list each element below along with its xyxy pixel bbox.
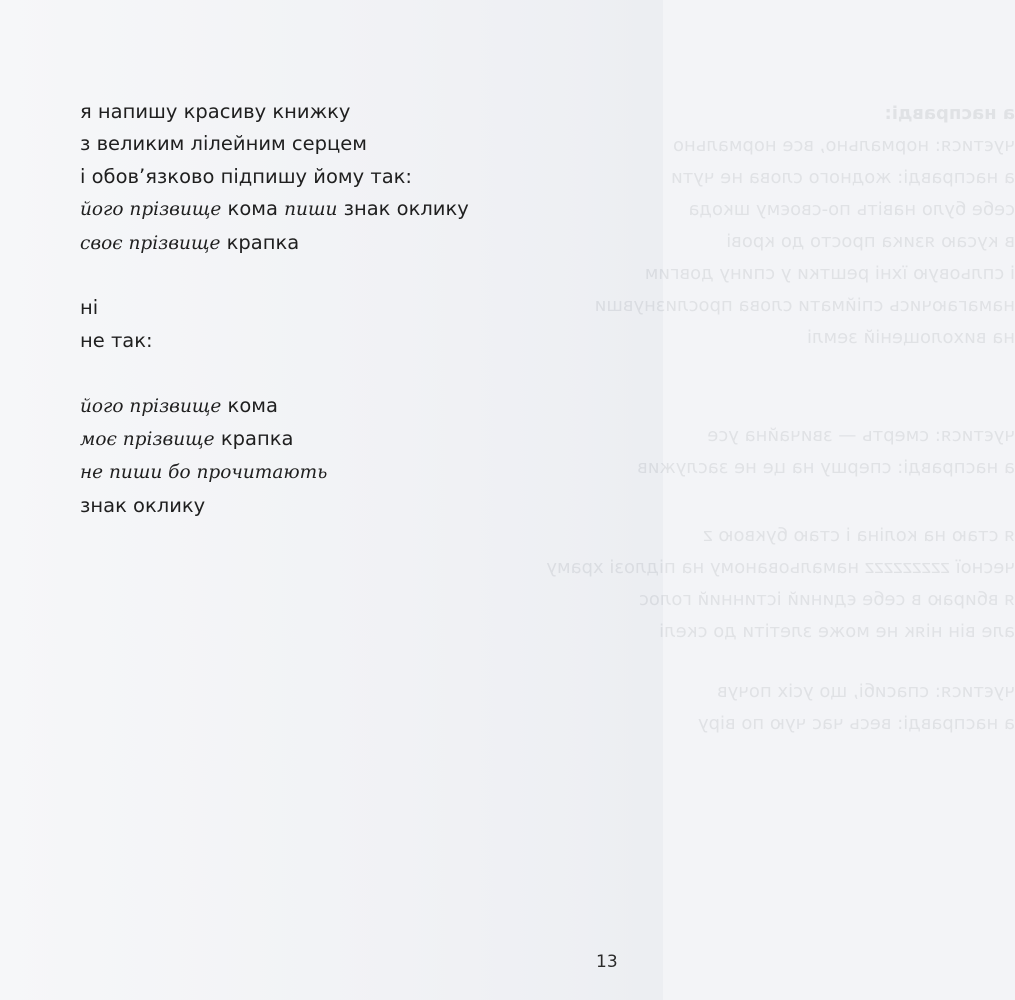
regular-text: крапка	[214, 427, 294, 451]
italic-text: не пиши бо прочитають	[80, 462, 328, 484]
poem-line	[80, 193, 469, 226]
poem-line: не так:	[80, 328, 153, 352]
stanza-break	[80, 260, 469, 292]
poem-line: ні	[80, 296, 99, 320]
stanza-break	[80, 357, 469, 389]
poem-line	[80, 390, 469, 423]
regular-text: кома	[221, 393, 278, 417]
poem-line: і обов’язково підпишу йому так:	[80, 164, 412, 188]
page-number: 13	[596, 952, 618, 972]
italic-text: пиши	[284, 199, 338, 221]
regular-text: знак оклику	[337, 197, 469, 221]
show-through-text: а насправді: чуєтися: нормально, все нормально а насправді: жодного слова не чути себе було навіть по-своєму шкода в кусаю язика просто до крові і спльовую їхні рештки у спину довгим намагаючись спіймати слова прослизнувши на вихолощеній землі чуєтися: смерть — звичайна усе а насправді: спершу на це не заслужив я стаю на коліна і стаю буквою z чесної zzzzzzzzz намальованому на підлозі храму я вбираю в себе єдиний істинний голос але він ніяк не може злетіти до скелі чуєтися: спасибі, що усіх почув а насправді: весь час чую по віру	[546, 103, 1015, 734]
poem-line	[80, 423, 469, 456]
italic-text: його прізвище	[80, 199, 222, 221]
regular-text: крапка	[220, 230, 300, 254]
italic-text: його прізвище	[80, 395, 222, 417]
poem-line: з великим лілейним серцем	[80, 132, 367, 156]
poem	[80, 96, 469, 522]
italic-text: своє прізвище	[80, 232, 221, 254]
poem-line	[80, 456, 469, 489]
poem-line: я напишу красиву книжку	[80, 100, 351, 123]
italic-text: моє прізвище	[80, 429, 215, 451]
regular-text: кома	[221, 197, 285, 221]
poem-line: знак оклику	[80, 493, 206, 517]
poem-line	[80, 227, 469, 260]
